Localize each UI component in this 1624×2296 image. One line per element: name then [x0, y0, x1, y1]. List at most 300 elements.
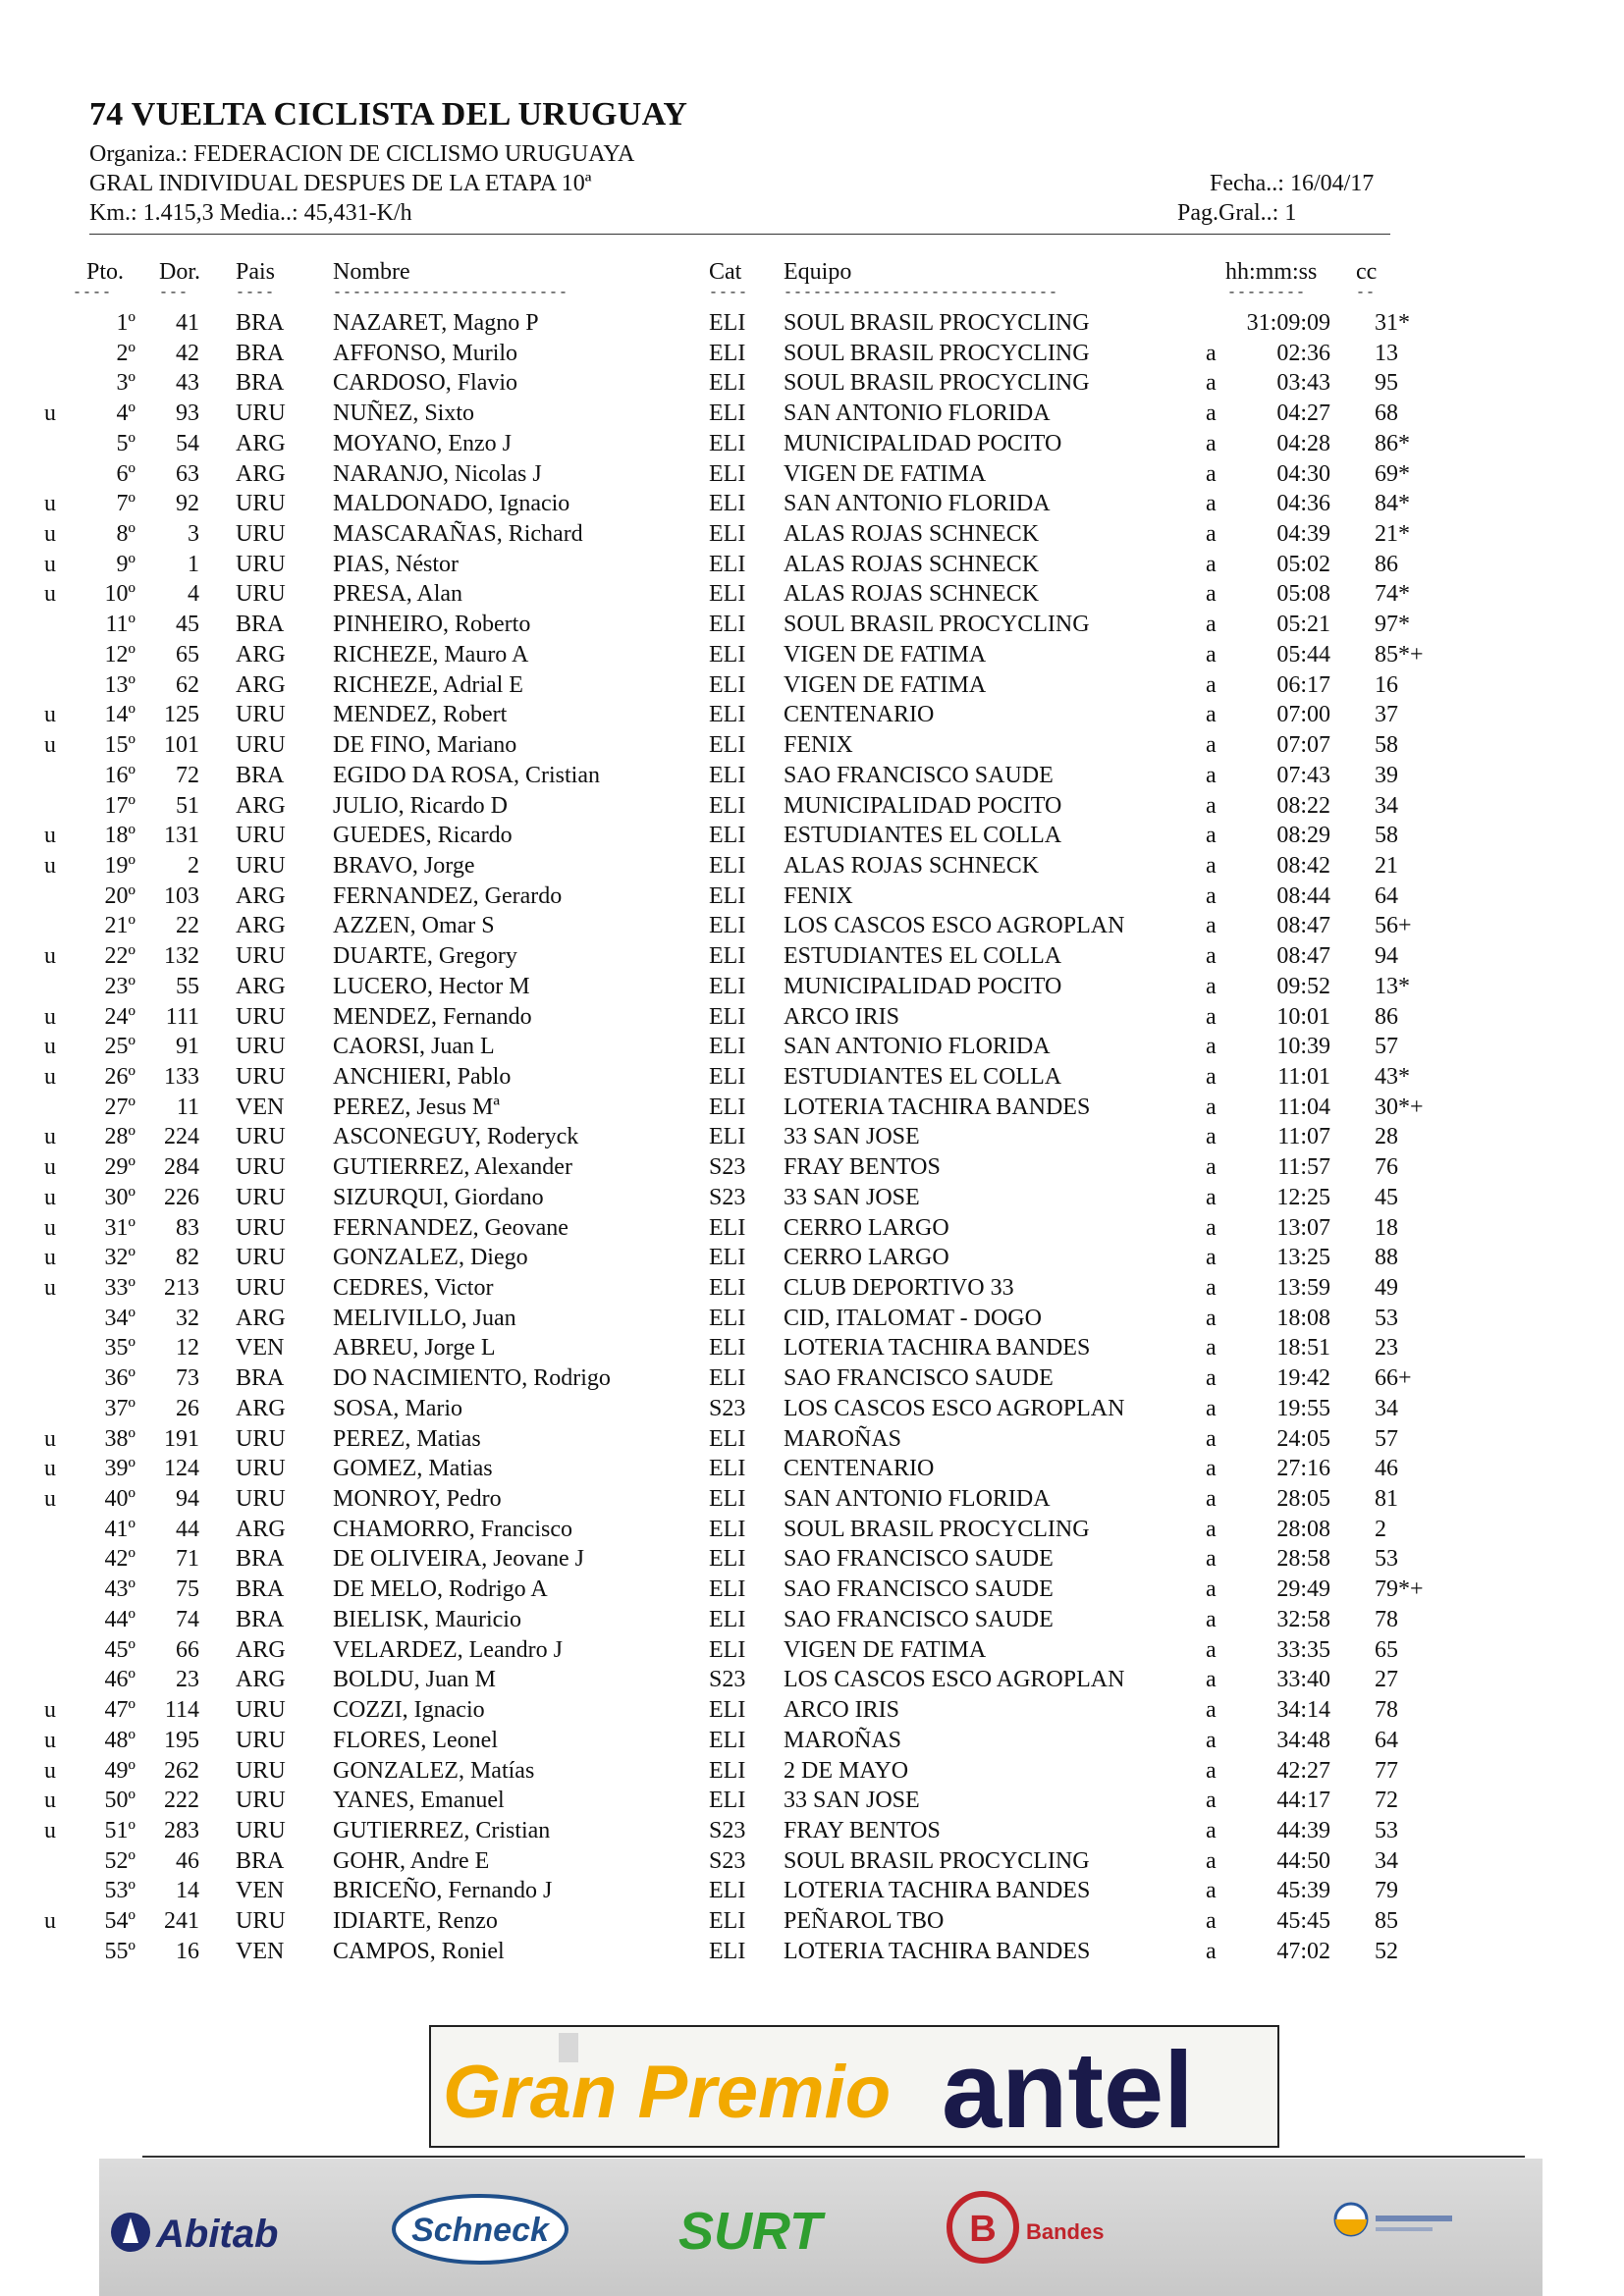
table-row [0, 761, 1624, 791]
cell-time: 07:07 [1276, 732, 1330, 759]
cell-a: a [1206, 1757, 1217, 1784]
cell-dor: 16 [176, 1938, 199, 1964]
cell-cat: ELI [709, 823, 746, 849]
cell-cc: 65 [1375, 1636, 1398, 1663]
cell-a: a [1206, 1697, 1217, 1724]
table-row [0, 1424, 1624, 1455]
cell-nombre: GUTIERREZ, Cristian [333, 1817, 551, 1843]
cell-nombre: GOHR, Andre E [333, 1847, 490, 1874]
cell-time: 12:25 [1276, 1184, 1330, 1210]
cell-time: 11:57 [1277, 1154, 1330, 1181]
cell-u: u [44, 1788, 56, 1814]
cell-nombre: GUTIERREZ, Alexander [333, 1154, 572, 1181]
col-dash-pais: ---- [236, 285, 276, 301]
cell-a: a [1206, 1908, 1217, 1935]
cell-pais: URU [236, 1124, 286, 1150]
cell-equipo: SOUL BRASIL PROCYCLING [784, 310, 1090, 336]
cell-pais: URU [236, 581, 286, 608]
cell-equipo: CERRO LARGO [784, 1245, 949, 1271]
cell-pais: ARG [236, 671, 286, 698]
cell-nombre: ANCHIERI, Pablo [333, 1063, 512, 1090]
cell-cc: 13 [1375, 340, 1398, 366]
cell-u: u [44, 1456, 56, 1482]
cell-cat: ELI [709, 1516, 746, 1542]
cell-pto: 28º [104, 1124, 135, 1150]
cell-equipo: FENIX [784, 732, 853, 759]
cell-equipo: FRAY BENTOS [784, 1817, 941, 1843]
cell-a: a [1206, 641, 1217, 667]
cell-nombre: FERNANDEZ, Gerardo [333, 882, 563, 909]
cell-time: 45:45 [1276, 1908, 1330, 1935]
cell-dor: 65 [176, 641, 199, 667]
cell-equipo: SOUL BRASIL PROCYCLING [784, 1847, 1090, 1874]
table-row [0, 550, 1624, 580]
table-row [0, 1906, 1624, 1937]
cell-pais: BRA [236, 1546, 285, 1573]
cell-a: a [1206, 732, 1217, 759]
cell-pto: 24º [104, 1003, 135, 1030]
cell-equipo: MAROÑAS [784, 1425, 902, 1452]
table-row [0, 1786, 1624, 1816]
cell-equipo: SOUL BRASIL PROCYCLING [784, 340, 1090, 366]
cell-pto: 50º [104, 1788, 135, 1814]
cell-a: a [1206, 762, 1217, 788]
cell-pto: 21º [104, 913, 135, 939]
cell-pais: ARG [236, 1516, 286, 1542]
cell-cc: 78 [1375, 1697, 1398, 1724]
cell-u: u [44, 581, 56, 608]
cell-a: a [1206, 1516, 1217, 1542]
cell-nombre: CAMPOS, Roniel [333, 1938, 505, 1964]
table-row [0, 1726, 1624, 1756]
cell-pais: ARG [236, 913, 286, 939]
cell-time: 07:00 [1276, 702, 1330, 728]
cell-pais: URU [236, 1275, 286, 1301]
cell-nombre: NAZARET, Magno P [333, 310, 539, 336]
cell-nombre: DE MELO, Rodrigo A [333, 1576, 548, 1603]
cell-time: 08:22 [1276, 792, 1330, 819]
table-row [0, 429, 1624, 459]
government-emblem-sun [1335, 2219, 1367, 2235]
cell-pais: URU [236, 1486, 286, 1513]
cell-cc: 57 [1375, 1034, 1398, 1060]
cell-a: a [1206, 581, 1217, 608]
cell-a: a [1206, 1034, 1217, 1060]
cell-pais: URU [236, 1214, 286, 1241]
cell-cc: 43* [1375, 1063, 1410, 1090]
cell-u: u [44, 1063, 56, 1090]
cell-cat: ELI [709, 1335, 746, 1362]
col-dash-equipo: ---------------------------- [784, 285, 1059, 301]
cell-pto: 42º [104, 1546, 135, 1573]
cell-cc: 31* [1375, 310, 1410, 336]
cell-equipo: ALAS ROJAS SCHNECK [784, 852, 1040, 879]
cell-dor: 62 [176, 671, 199, 698]
cell-a: a [1206, 1486, 1217, 1513]
cell-equipo: ALAS ROJAS SCHNECK [784, 521, 1040, 548]
cell-u: u [44, 491, 56, 517]
table-row [0, 610, 1624, 640]
cell-equipo: CENTENARIO [784, 702, 935, 728]
cell-a: a [1206, 1576, 1217, 1603]
cell-u: u [44, 1697, 56, 1724]
table-row [0, 1243, 1624, 1273]
cell-u: u [44, 732, 56, 759]
cell-cc: 79 [1375, 1878, 1398, 1904]
cell-pais: ARG [236, 430, 286, 456]
cell-equipo: SOUL BRASIL PROCYCLING [784, 612, 1090, 638]
cell-cat: ELI [709, 1034, 746, 1060]
cell-time: 24:05 [1276, 1425, 1330, 1452]
table-row [0, 1846, 1624, 1877]
table-row [0, 1394, 1624, 1424]
cell-time: 08:47 [1276, 913, 1330, 939]
cell-cat: ELI [709, 612, 746, 638]
cell-pais: VEN [236, 1878, 285, 1904]
cell-equipo: SOUL BRASIL PROCYCLING [784, 1516, 1090, 1542]
cell-pto: 12º [104, 641, 135, 667]
cell-equipo: ESTUDIANTES EL COLLA [784, 943, 1062, 970]
cell-equipo: ALAS ROJAS SCHNECK [784, 551, 1040, 577]
cell-pais: ARG [236, 1305, 286, 1331]
cell-cat: ELI [709, 1636, 746, 1663]
cell-nombre: ABREU, Jorge L [333, 1335, 496, 1362]
schneck-text: Schneck [411, 2212, 549, 2249]
table-row [0, 368, 1624, 399]
cell-dor: 241 [164, 1908, 199, 1935]
cell-time: 31:09:09 [1246, 310, 1330, 336]
cell-u: u [44, 400, 56, 427]
cell-u: u [44, 1184, 56, 1210]
cell-dor: 224 [164, 1124, 199, 1150]
cell-equipo: LOTERIA TACHIRA BANDES [784, 1094, 1091, 1120]
cell-dor: 226 [164, 1184, 199, 1210]
cell-equipo: LOS CASCOS ESCO AGROPLAN [784, 1395, 1125, 1421]
table-row [0, 1876, 1624, 1906]
cell-pais: URU [236, 1184, 286, 1210]
cell-pais: ARG [236, 973, 286, 999]
cell-nombre: ASCONEGUY, Roderyck [333, 1124, 579, 1150]
cell-dor: 191 [164, 1425, 199, 1452]
cell-cc: 52 [1375, 1938, 1398, 1964]
cell-time: 28:08 [1276, 1516, 1330, 1542]
cell-dor: 93 [176, 400, 199, 427]
cell-time: 13:59 [1276, 1275, 1330, 1301]
cell-a: a [1206, 400, 1217, 427]
cell-nombre: PINHEIRO, Roberto [333, 612, 531, 638]
cell-pais: URU [236, 1456, 286, 1482]
cell-dor: 74 [176, 1606, 199, 1632]
cell-pto: 17º [104, 792, 135, 819]
cell-a: a [1206, 612, 1217, 638]
cell-a: a [1206, 1245, 1217, 1271]
cell-u: u [44, 521, 56, 548]
cell-nombre: VELARDEZ, Leandro J [333, 1636, 563, 1663]
cell-pais: URU [236, 1727, 286, 1753]
cell-pais: ARG [236, 1667, 286, 1693]
col-header-dor: Dor. [159, 259, 200, 285]
table-row [0, 1062, 1624, 1093]
col-dash-cc: -- [1356, 285, 1377, 301]
cell-dor: 114 [164, 1697, 199, 1724]
table-row [0, 1816, 1624, 1846]
government-emblem-text-bar [1376, 2216, 1452, 2221]
cell-cat: ELI [709, 1245, 746, 1271]
cell-a: a [1206, 1365, 1217, 1392]
cell-pto: 16º [104, 762, 135, 788]
cell-dor: 3 [188, 521, 199, 548]
bandes-text: Bandes [1026, 2219, 1105, 2244]
cell-nombre: BRAVO, Jorge [333, 852, 475, 879]
cell-pais: URU [236, 943, 286, 970]
cell-nombre: MASCARAÑAS, Richard [333, 521, 583, 548]
col-header-cat: Cat [709, 259, 742, 285]
table-row [0, 1273, 1624, 1304]
cell-dor: 101 [164, 732, 199, 759]
cell-dor: 125 [164, 702, 199, 728]
cell-pto: 8º [116, 521, 135, 548]
cell-cc: 64 [1375, 882, 1398, 909]
cell-time: 33:35 [1276, 1636, 1330, 1663]
table-row [0, 1183, 1624, 1213]
cell-nombre: PEREZ, Matias [333, 1425, 481, 1452]
cell-nombre: DE OLIVEIRA, Jeovane J [333, 1546, 584, 1573]
cell-time: 10:01 [1276, 1003, 1330, 1030]
table-row [0, 459, 1624, 490]
cell-a: a [1206, 823, 1217, 849]
cell-equipo: SAN ANTONIO FLORIDA [784, 400, 1051, 427]
cell-cat: ELI [709, 460, 746, 487]
cell-pais: URU [236, 823, 286, 849]
col-header-time: hh:mm:ss [1225, 259, 1318, 285]
cell-time: 05:08 [1276, 581, 1330, 608]
cell-time: 03:43 [1276, 370, 1330, 397]
cell-a: a [1206, 943, 1217, 970]
cell-u: u [44, 823, 56, 849]
cell-a: a [1206, 1003, 1217, 1030]
cell-a: a [1206, 491, 1217, 517]
cell-cat: S23 [709, 1395, 746, 1421]
cell-pto: 23º [104, 973, 135, 999]
cell-nombre: RICHEZE, Adrial E [333, 671, 523, 698]
cell-equipo: ARCO IRIS [784, 1003, 900, 1030]
cell-equipo: SAO FRANCISCO SAUDE [784, 1546, 1054, 1573]
cell-pais: URU [236, 852, 286, 879]
cell-cc: 78 [1375, 1606, 1398, 1632]
cell-pais: BRA [236, 1365, 285, 1392]
cell-cc: 28 [1375, 1124, 1398, 1150]
cell-cc: 94 [1375, 943, 1398, 970]
cell-pto: 45º [104, 1636, 135, 1663]
cell-equipo: 33 SAN JOSE [784, 1184, 920, 1210]
cell-nombre: AFFONSO, Murilo [333, 340, 518, 366]
cell-time: 19:42 [1276, 1365, 1330, 1392]
cell-pto: 25º [104, 1034, 135, 1060]
cell-dor: 213 [164, 1275, 199, 1301]
cell-cat: ELI [709, 943, 746, 970]
cell-cat: ELI [709, 1486, 746, 1513]
cell-time: 04:36 [1276, 491, 1330, 517]
table-row [0, 1515, 1624, 1545]
cell-cat: ELI [709, 430, 746, 456]
cell-cc: 81 [1375, 1486, 1398, 1513]
cell-u: u [44, 1275, 56, 1301]
schneck-logo [394, 2196, 567, 2263]
cell-equipo: SAO FRANCISCO SAUDE [784, 1606, 1054, 1632]
page-title: 74 VUELTA CICLISTA DEL URUGUAY [89, 96, 688, 133]
cell-pto: 5º [116, 430, 135, 456]
cell-a: a [1206, 913, 1217, 939]
cell-cc: 21* [1375, 521, 1410, 548]
cell-equipo: ARCO IRIS [784, 1697, 900, 1724]
cell-cat: ELI [709, 973, 746, 999]
cell-dor: 103 [164, 882, 199, 909]
cell-pto: 4º [116, 400, 135, 427]
cell-pais: URU [236, 1063, 286, 1090]
cell-a: a [1206, 792, 1217, 819]
cell-a: a [1206, 1154, 1217, 1181]
cell-time: 44:39 [1276, 1817, 1330, 1843]
cell-pais: ARG [236, 460, 286, 487]
cell-pto: 33º [104, 1275, 135, 1301]
cell-equipo: VIGEN DE FATIMA [784, 460, 987, 487]
cell-pto: 55º [104, 1938, 135, 1964]
cell-pto: 43º [104, 1576, 135, 1603]
cell-nombre: CAORSI, Juan L [333, 1034, 495, 1060]
cell-cc: 46 [1375, 1456, 1398, 1482]
cell-time: 27:16 [1276, 1456, 1330, 1482]
cell-pto: 9º [116, 551, 135, 577]
cell-pais: URU [236, 1697, 286, 1724]
cell-a: a [1206, 1546, 1217, 1573]
cell-pto: 38º [104, 1425, 135, 1452]
table-row [0, 1363, 1624, 1394]
cell-pto: 1º [116, 310, 135, 336]
cell-cat: ELI [709, 641, 746, 667]
cell-pais: VEN [236, 1335, 285, 1362]
cell-a: a [1206, 521, 1217, 548]
cell-dor: 73 [176, 1365, 199, 1392]
cell-nombre: GUEDES, Ricardo [333, 823, 513, 849]
cell-equipo: VIGEN DE FATIMA [784, 671, 987, 698]
cell-cat: ELI [709, 581, 746, 608]
cell-nombre: FERNANDEZ, Geovane [333, 1214, 568, 1241]
cell-equipo: LOTERIA TACHIRA BANDES [784, 1938, 1091, 1964]
cell-cc: 57 [1375, 1425, 1398, 1452]
cell-dor: 75 [176, 1576, 199, 1603]
cell-dor: 22 [176, 913, 199, 939]
cell-a: a [1206, 852, 1217, 879]
cell-time: 44:17 [1276, 1788, 1330, 1814]
cell-dor: 43 [176, 370, 199, 397]
cell-pais: URU [236, 1003, 286, 1030]
cell-dor: 82 [176, 1245, 199, 1271]
cell-nombre: IDIARTE, Renzo [333, 1908, 498, 1935]
cell-pto: 18º [104, 823, 135, 849]
cell-nombre: CEDRES, Victor [333, 1275, 494, 1301]
cell-pto: 22º [104, 943, 135, 970]
cell-cat: ELI [709, 1214, 746, 1241]
cell-cc: 86* [1375, 430, 1410, 456]
cell-dor: 94 [176, 1486, 199, 1513]
cell-a: a [1206, 1305, 1217, 1331]
cell-equipo: FRAY BENTOS [784, 1154, 941, 1181]
sponsor-band [99, 2159, 1543, 2296]
cell-equipo: CLUB DEPORTIVO 33 [784, 1275, 1014, 1301]
cell-pais: URU [236, 1817, 286, 1843]
cell-cc: 64 [1375, 1727, 1398, 1753]
cell-nombre: DE FINO, Mariano [333, 732, 517, 759]
cell-u: u [44, 1486, 56, 1513]
surt-text: SURT [678, 2202, 823, 2261]
cell-pais: BRA [236, 1576, 285, 1603]
cell-time: 13:07 [1276, 1214, 1330, 1241]
cell-cc: 49 [1375, 1275, 1398, 1301]
cell-pais: URU [236, 1757, 286, 1784]
cell-time: 09:52 [1276, 973, 1330, 999]
cell-nombre: MELIVILLO, Juan [333, 1305, 516, 1331]
cell-cc: 30*+ [1375, 1094, 1424, 1120]
cell-pais: URU [236, 551, 286, 577]
table-row [0, 489, 1624, 519]
cell-dor: 2 [188, 852, 199, 879]
cell-u: u [44, 1154, 56, 1181]
cell-pais: BRA [236, 370, 285, 397]
table-row [0, 579, 1624, 610]
cell-time: 04:39 [1276, 521, 1330, 548]
cell-equipo: VIGEN DE FATIMA [784, 1636, 987, 1663]
cell-pto: 13º [104, 671, 135, 698]
cell-cc: 34 [1375, 792, 1398, 819]
cell-nombre: CARDOSO, Flavio [333, 370, 518, 397]
cell-cc: 23 [1375, 1335, 1398, 1362]
table-row [0, 1213, 1624, 1244]
cell-cc: 77 [1375, 1757, 1398, 1784]
cell-cc: 37 [1375, 702, 1398, 728]
cell-dor: 133 [164, 1063, 199, 1090]
cell-cc: 79*+ [1375, 1576, 1424, 1603]
cell-time: 45:39 [1276, 1878, 1330, 1904]
cell-cat: ELI [709, 1938, 746, 1964]
cell-dor: 124 [164, 1456, 199, 1482]
cell-pto: 14º [104, 702, 135, 728]
table-row [0, 519, 1624, 550]
table-row [0, 972, 1624, 1002]
table-row [0, 339, 1624, 369]
cell-u: u [44, 1817, 56, 1843]
cell-time: 13:25 [1276, 1245, 1330, 1271]
cell-pto: 39º [104, 1456, 135, 1482]
table-row [0, 700, 1624, 730]
cell-equipo: ALAS ROJAS SCHNECK [784, 581, 1040, 608]
cell-u: u [44, 1003, 56, 1030]
cell-cat: S23 [709, 1847, 746, 1874]
cell-pto: 41º [104, 1516, 135, 1542]
cell-dor: 92 [176, 491, 199, 517]
cell-pais: BRA [236, 1606, 285, 1632]
cell-time: 08:42 [1276, 852, 1330, 879]
table-row [0, 1454, 1624, 1484]
table-row [0, 1756, 1624, 1787]
cell-cc: 58 [1375, 823, 1398, 849]
table-row [0, 1032, 1624, 1062]
cell-time: 34:48 [1276, 1727, 1330, 1753]
cell-equipo: SAN ANTONIO FLORIDA [784, 1486, 1051, 1513]
cell-equipo: ESTUDIANTES EL COLLA [784, 823, 1062, 849]
cell-cat: ELI [709, 1727, 746, 1753]
cell-nombre: MONROY, Pedro [333, 1486, 502, 1513]
cell-equipo: MUNICIPALIDAD POCITO [784, 973, 1062, 999]
